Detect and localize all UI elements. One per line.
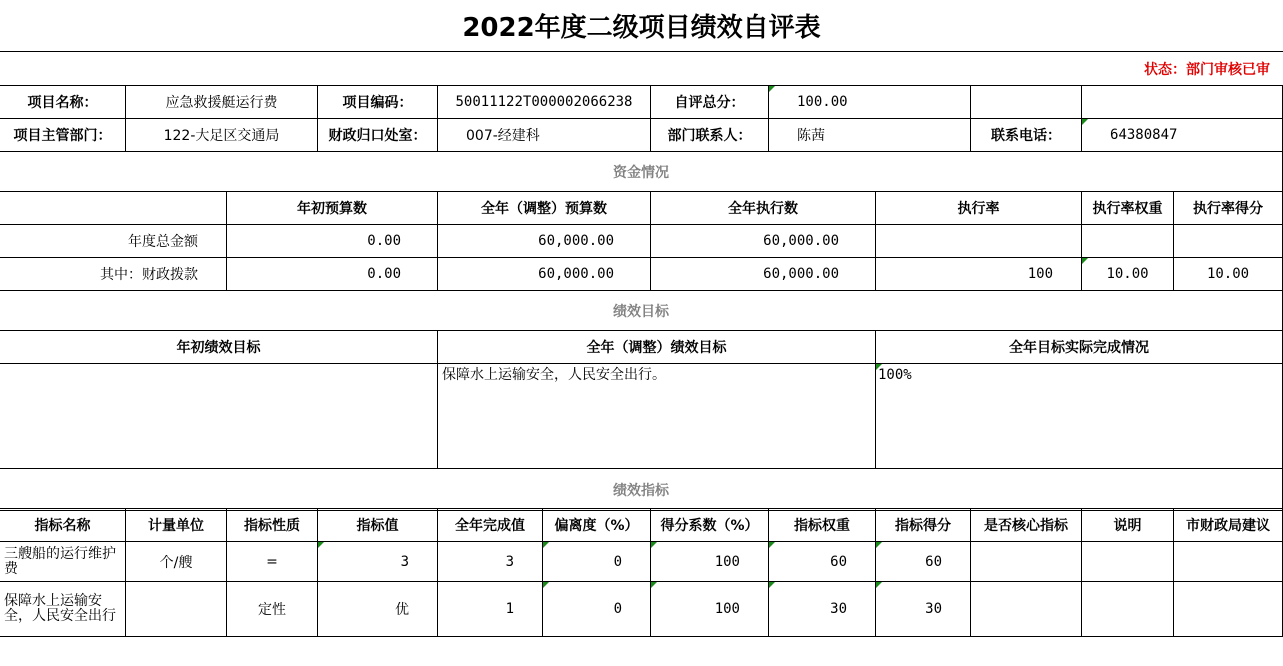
evaluation-table: [0, 85, 1283, 511]
project-name-value: 应急救援艇运行费: [126, 86, 318, 119]
ind-weight-cell: 60: [769, 542, 876, 582]
funds-section-title: 资金情况: [0, 152, 1283, 192]
self-score-value: 100.00: [769, 86, 971, 119]
ind-core-cell: [971, 542, 1082, 582]
funds-score-cell: 10.00: [1174, 258, 1283, 291]
funds-header-rate: 执行率: [876, 192, 1082, 225]
project-name-label: 项目名称：: [0, 86, 126, 119]
contact-label: 部门联系人：: [651, 119, 769, 152]
indicators-section-title: 绩效指标: [0, 469, 1283, 511]
project-code-value: 50011122T000002066238: [438, 86, 651, 119]
funds-header-score: 执行率得分: [1174, 192, 1283, 225]
goals-header-adjusted: 全年（调整）绩效目标: [438, 331, 876, 364]
phone-value: 64380847: [1082, 119, 1283, 152]
ind-value-cell: 3: [318, 542, 438, 582]
ind-deviation-cell: 0: [543, 582, 651, 637]
ind-header-note: 说明: [1082, 509, 1174, 542]
funds-rate-cell: 100: [876, 258, 1082, 291]
finance-office-value: 007-经建科: [438, 119, 651, 152]
table-row: [0, 542, 1283, 582]
funds-initial-cell: 0.00: [227, 225, 438, 258]
ind-header-advice: 市财政局建议: [1174, 509, 1283, 542]
funds-header-weight: 执行率权重: [1082, 192, 1174, 225]
funds-header-adjusted: 全年（调整）预算数: [438, 192, 651, 225]
ind-unit-cell: 个/艘: [126, 542, 227, 582]
ind-name-cell: 保障水上运输安全，人民安全出行: [0, 582, 126, 637]
ind-completed-cell: 1: [438, 582, 543, 637]
ind-advice-cell: [1174, 582, 1283, 637]
contact-value: 陈茜: [769, 119, 971, 152]
ind-score-cell: 60: [876, 542, 971, 582]
finance-office-label: 财政归口处室：: [318, 119, 438, 152]
dept-value: 122-大足区交通局: [126, 119, 318, 152]
ind-header-value: 指标值: [318, 509, 438, 542]
ind-header-deviation: 偏离度（%）: [543, 509, 651, 542]
ind-score-cell: 30: [876, 582, 971, 637]
dept-label: 项目主管部门：: [0, 119, 126, 152]
phone-label: 联系电话：: [971, 119, 1082, 152]
ind-nature-cell: 定性: [227, 582, 318, 637]
funds-weight-cell: 10.00: [1082, 258, 1174, 291]
indicators-table: [0, 508, 1283, 637]
ind-weight-cell: 30: [769, 582, 876, 637]
goals-section-title: 绩效目标: [0, 291, 1283, 331]
table-row: [0, 225, 1283, 258]
ind-header-core: 是否核心指标: [971, 509, 1082, 542]
funds-row-label: 年度总金额: [0, 225, 227, 258]
table-row: [0, 582, 1283, 637]
ind-note-cell: [1082, 582, 1174, 637]
funds-initial-cell: 0.00: [227, 258, 438, 291]
ind-completed-cell: 3: [438, 542, 543, 582]
self-score-label: 自评总分：: [651, 86, 769, 119]
ind-header-nature: 指标性质: [227, 509, 318, 542]
goals-initial-cell: [0, 364, 438, 469]
ind-note-cell: [1082, 542, 1174, 582]
ind-header-weight: 指标权重: [769, 509, 876, 542]
status-badge: 状态：部门审核已审: [1144, 61, 1270, 78]
funds-header-executed: 全年执行数: [651, 192, 876, 225]
funds-executed-cell: 60,000.00: [651, 225, 876, 258]
ind-nature-cell: =: [227, 542, 318, 582]
ind-coef-cell: 100: [651, 542, 769, 582]
funds-score-cell: [1174, 225, 1283, 258]
ind-deviation-cell: 0: [543, 542, 651, 582]
ind-name-cell: 三艘船的运行维护费: [0, 542, 126, 582]
ind-coef-cell: 100: [651, 582, 769, 637]
funds-rate-cell: [876, 225, 1082, 258]
empty-cell: [0, 192, 227, 225]
ind-header-name: 指标名称: [0, 509, 126, 542]
funds-adjusted-cell: 60,000.00: [438, 225, 651, 258]
funds-weight-cell: [1082, 225, 1174, 258]
empty-cell: [971, 86, 1082, 119]
ind-header-completed: 全年完成值: [438, 509, 543, 542]
funds-adjusted-cell: 60,000.00: [438, 258, 651, 291]
ind-header-unit: 计量单位: [126, 509, 227, 542]
funds-row-label: 其中：财政拨款: [0, 258, 227, 291]
ind-header-score: 指标得分: [876, 509, 971, 542]
table-row: [0, 258, 1283, 291]
project-code-label: 项目编码：: [318, 86, 438, 119]
funds-header-initial: 年初预算数: [227, 192, 438, 225]
goals-adjusted-cell: 保障水上运输安全，人民安全出行。: [438, 364, 876, 469]
goals-header-actual: 全年目标实际完成情况: [876, 331, 1283, 364]
goals-header-initial: 年初绩效目标: [0, 331, 438, 364]
goals-actual-cell: 100%: [876, 364, 1283, 469]
funds-executed-cell: 60,000.00: [651, 258, 876, 291]
ind-core-cell: [971, 582, 1082, 637]
ind-advice-cell: [1174, 542, 1283, 582]
empty-cell: [1082, 86, 1283, 119]
ind-header-coef: 得分系数（%）: [651, 509, 769, 542]
ind-unit-cell: [126, 582, 227, 637]
ind-value-cell: 优: [318, 582, 438, 637]
page-title: 2022年度二级项目绩效自评表: [0, 0, 1283, 52]
